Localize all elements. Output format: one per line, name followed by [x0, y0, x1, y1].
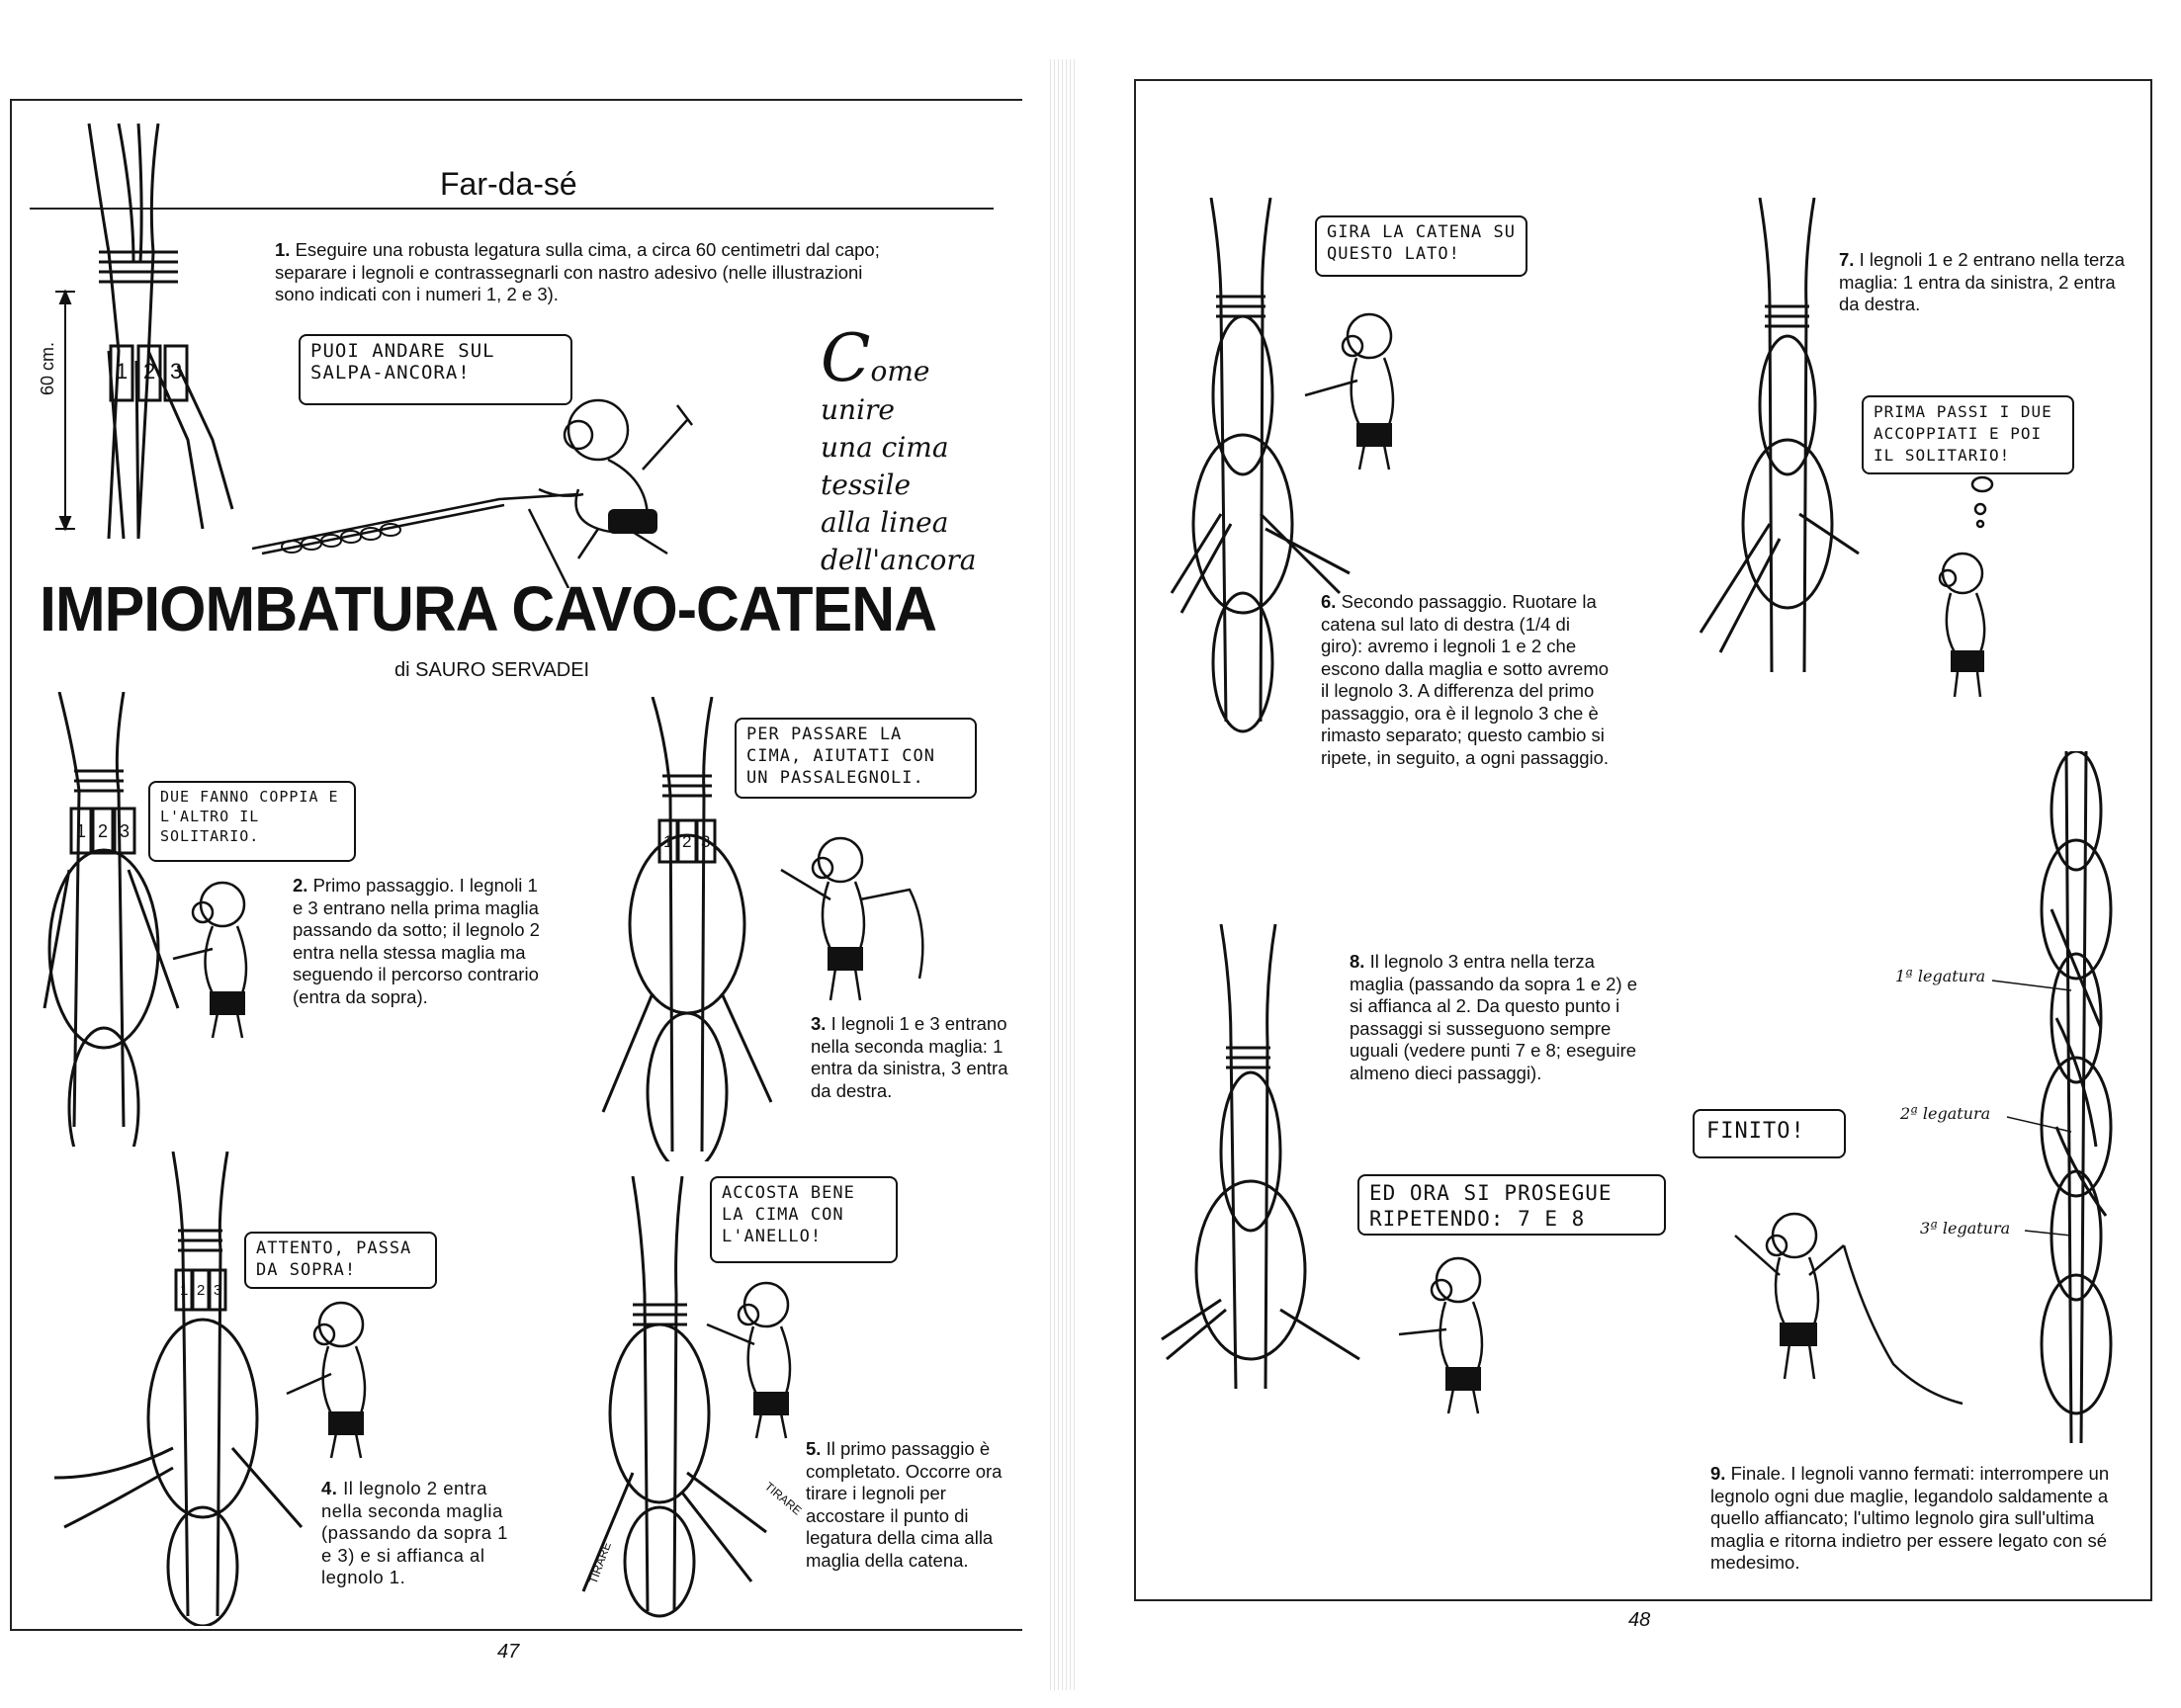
page-title: IMPIOMBATURA CAVO-CATENA	[40, 573, 937, 644]
svg-text:2: 2	[197, 1282, 206, 1299]
step-1-caption	[275, 239, 888, 306]
speech-bubble-4: ATTENTO, PASSA DA SOPRA!	[244, 1232, 437, 1289]
step-1-number: 1.	[275, 239, 291, 260]
speech-bubble-1: PUOI ANDARE SUL SALPA-ANCORA!	[299, 334, 572, 405]
svg-text:2: 2	[682, 832, 692, 851]
step-5-text: Il primo passaggio è completato. Occorre ora tirare i legnoli per accostare il punto di legatura della cima alla maglia della catena.	[806, 1438, 1003, 1571]
step-6-number: 6.	[1321, 591, 1337, 612]
step-9-caption	[1710, 1463, 2134, 1575]
step-8-number: 8.	[1350, 951, 1365, 972]
illustration-rope-strands	[40, 114, 247, 558]
speech-bubble-6: GIRA LA CATENA SU QUESTO LATO!	[1315, 215, 1527, 277]
character-step-6	[1295, 306, 1434, 474]
speech-bubble-7: PRIMA PASSI I DUE ACCOPPIATI E POI IL SOLITARIO!	[1862, 395, 2074, 474]
book-gutter	[1050, 59, 1078, 1690]
subtitle-script	[821, 320, 977, 579]
step-6-caption	[1321, 591, 1614, 769]
left-page-bottom-rule	[10, 1629, 1022, 1631]
step-7-caption	[1839, 249, 2126, 316]
character-step-5	[697, 1275, 835, 1443]
svg-text:3: 3	[120, 821, 131, 841]
subtitle-line-4: alla linea	[821, 506, 949, 539]
label-tirare-right: TIRARE	[761, 1479, 805, 1518]
speech-bubble-9: FINITO!	[1693, 1109, 1846, 1158]
step-8-text: Il legnolo 3 entra nella terza maglia (passando da sopra 1 e 2) e si affianca al 2. Da questo punto i passaggi si susseguono sempre uguali (vedere punti 7 e 8; eseguire almeno dieci passaggi).	[1350, 951, 1638, 1083]
character-step-3	[771, 830, 939, 1008]
legatura-pointers	[1977, 969, 2096, 1245]
svg-text:1: 1	[116, 359, 129, 384]
svg-text:2: 2	[143, 359, 156, 384]
step-2-text: Primo passaggio. I legnoli 1 e 3 entrano nella prima maglia passando da sotto; il legnolo 2 entra nella stessa maglia ma seguendo il percorso contrario (entra da sopra).	[293, 875, 540, 1007]
svg-text:2: 2	[98, 821, 109, 841]
speech-bubble-5: ACCOSTA BENE LA CIMA CON L'ANELLO!	[710, 1176, 898, 1263]
speech-bubble-3: PER PASSARE LA CIMA, AIUTATI CON UN PASSALEGNOLI.	[735, 718, 977, 799]
character-step-4	[277, 1295, 405, 1463]
subtitle-line-1: unire	[821, 393, 895, 426]
step-9-number: 9.	[1710, 1463, 1726, 1484]
step-4-text: Il legnolo 2 entra nella seconda maglia (passando da sopra 1 e 3) e si affianca al legnolo 1.	[321, 1478, 508, 1587]
legatura-label-1: 1ª legatura	[1895, 967, 1986, 985]
step-5-caption	[806, 1438, 1003, 1572]
character-step-8	[1384, 1250, 1523, 1418]
illustration-step-4	[54, 1152, 311, 1626]
step-9-text: Finale. I legnoli vanno fermati: interrompere un legnolo ogni due maglie, legandolo saldamente a quello affiancato; l'ultimo legnolo gira sull'ultima maglia e ritorna indietro per essere legato con sé medesimo.	[1710, 1463, 2110, 1573]
step-4-number: 4.	[321, 1478, 338, 1498]
section-title: Far-da-sé	[440, 166, 577, 202]
author: di SAURO SERVADEI	[394, 659, 590, 681]
subtitle-initial: C	[821, 320, 871, 396]
page-number-right: 48	[1628, 1609, 1651, 1631]
svg-text:1: 1	[180, 1282, 189, 1299]
subtitle-line-5: dell'ancora	[821, 544, 977, 576]
measure-label: 60 cm.	[38, 341, 57, 395]
legatura-label-2: 2ª legatura	[1900, 1104, 1991, 1123]
step-3-text: I legnoli 1 e 3 entrano nella seconda maglia: 1 entra da sinistra, 3 entra da destra.	[811, 1013, 1008, 1101]
character-step-7	[1913, 474, 2012, 702]
step-4-caption	[321, 1478, 524, 1589]
subtitle-line-3: tessile	[821, 469, 912, 501]
svg-text:3: 3	[170, 359, 183, 384]
svg-text:1: 1	[663, 832, 673, 851]
step-1-text: Eseguire una robusta legatura sulla cima, a circa 60 centimetri dal capo; separare i legnoli e contrassegnarli con nastro adesivo (nelle illustrazioni sono indicati con i numeri 1, 2 e 3).	[275, 239, 880, 304]
illustration-step-2	[30, 692, 188, 1147]
page-number-left: 47	[497, 1641, 520, 1663]
step-7-number: 7.	[1839, 249, 1855, 270]
speech-bubble-2: DUE FANNO COPPIA E L'ALTRO IL SOLITARIO.	[148, 781, 356, 862]
svg-text:1: 1	[76, 821, 87, 841]
step-7-text: I legnoli 1 e 2 entrano nella terza maglia: 1 entra da sinistra, 2 entra da destra.	[1839, 249, 2126, 314]
step-2-number: 2.	[293, 875, 308, 896]
label-tirare-left: TIRARE	[585, 1540, 614, 1586]
character-step-2	[168, 875, 287, 1043]
step-3-caption	[811, 1013, 1008, 1102]
step-3-number: 3.	[811, 1013, 827, 1034]
step-8-caption	[1350, 951, 1646, 1084]
step-5-number: 5.	[806, 1438, 822, 1459]
illustration-character-chain	[252, 381, 746, 588]
step-6-text: Secondo passaggio. Ruotare la catena sul lato di destra (1/4 di giro): avremo i legnoli 1 e 2 che escono dalla maglia e sotto avremo il legnolo 3. A differenza del primo passaggio, ora è il legnolo 3 che è rimasto separato; questo cambio si ripete, in seguito, a ogni passaggio.	[1321, 591, 1610, 768]
speech-bubble-8: ED ORA SI PROSEGUE RIPETENDO: 7 E 8	[1357, 1174, 1666, 1236]
illustration-step-8	[1152, 924, 1369, 1399]
subtitle-line-2: una cima	[821, 431, 949, 464]
svg-text:3: 3	[214, 1282, 222, 1299]
subtitle-line-0: ome	[870, 355, 930, 387]
step-2-caption	[293, 875, 544, 1008]
svg-text:3: 3	[701, 832, 711, 851]
legatura-label-3: 3ª legatura	[1920, 1219, 2011, 1238]
